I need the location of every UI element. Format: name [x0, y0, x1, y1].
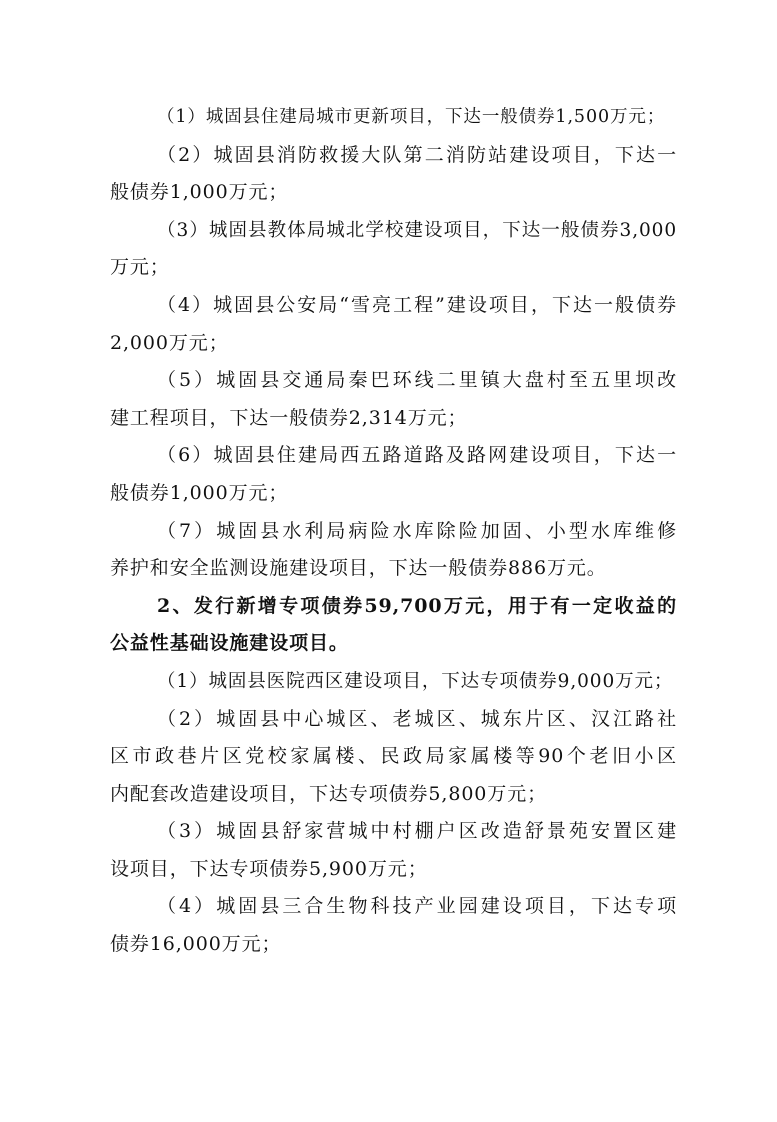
paragraph-line: 公益性基础设施建设项目。	[110, 632, 349, 655]
paragraph-line: （2）城固县消防救援大队第二消防站建设项目，下达一	[157, 143, 677, 166]
paragraph-line: 建工程项目，下达一般债券2,314万元；	[110, 406, 468, 429]
paragraph-line: 内配套改造建设项目，下达专项债券5,800万元；	[110, 782, 547, 805]
paragraph	[110, 588, 677, 663]
paragraph-line: 设项目，下达专项债券5,900万元；	[110, 857, 428, 880]
paragraph-line: （4）城固县三合生物科技产业园建设项目，下达专项	[157, 895, 677, 918]
paragraph	[110, 513, 677, 588]
paragraph-line: 2,000万元；	[110, 331, 229, 354]
paragraph	[110, 701, 677, 814]
paragraph-line: 债券16,000万元；	[110, 933, 282, 956]
paragraph-line: （1）城固县住建局城市更新项目，下达一般债券1,500万元；	[157, 107, 666, 127]
paragraph-line: 2、发行新增专项债券59,700万元，用于有一定收益的	[157, 594, 677, 617]
paragraph	[110, 362, 677, 437]
paragraph-line: （5）城固县交通局秦巴环线二里镇大盘村至五里坝改	[157, 369, 677, 392]
paragraph	[110, 212, 677, 287]
paragraph	[110, 663, 677, 701]
paragraph	[110, 813, 677, 888]
paragraph-line: （7）城固县水利局病险水库除险加固、小型水库维修	[157, 519, 677, 542]
paragraph	[110, 99, 677, 137]
paragraph-line: 万元；	[110, 256, 170, 279]
paragraph	[110, 437, 677, 512]
paragraph-line: （1）城固县医院西区建设项目，下达专项债券9,000万元；	[157, 670, 674, 692]
paragraph-line: 养护和安全监测设施建设项目，下达一般债券886万元。	[110, 557, 607, 580]
paragraph-line: （3）城固县教体局城北学校建设项目，下达一般债券3,000	[157, 219, 677, 241]
paragraph-line: （3）城固县舒家营城中村棚户区改造舒景苑安置区建	[157, 820, 677, 843]
document-body	[110, 99, 677, 964]
paragraph-line: 般债券1,000万元；	[110, 481, 289, 504]
paragraph-line: （4）城固县公安局“雪亮工程”建设项目，下达一般债券	[157, 293, 677, 316]
paragraph-line: （6）城固县住建局西五路道路及路网建设项目，下达一	[157, 444, 677, 467]
paragraph	[110, 137, 677, 212]
paragraph	[110, 287, 677, 362]
paragraph	[110, 888, 677, 963]
paragraph-line: 区市政巷片区党校家属楼、民政局家属楼等90个老旧小区	[110, 745, 677, 768]
paragraph-line: （2）城固县中心城区、老城区、城东片区、汉江路社	[157, 707, 677, 730]
paragraph-line: 般债券1,000万元；	[110, 181, 289, 204]
